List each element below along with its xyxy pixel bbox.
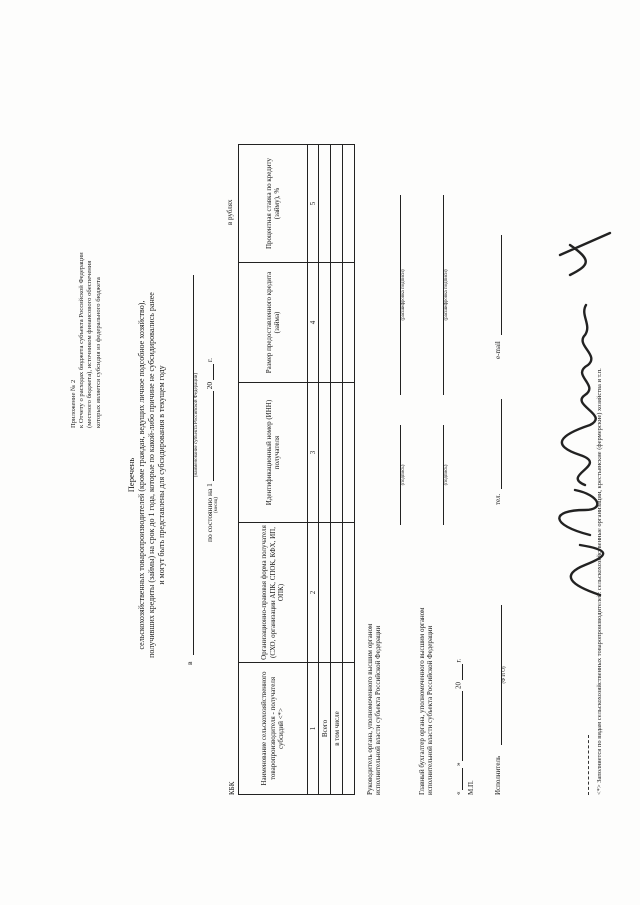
document-title xyxy=(126,155,167,795)
table-cell[interactable] xyxy=(319,523,331,663)
email-line[interactable] xyxy=(500,235,502,335)
accountant-sign-caption: (подпись) xyxy=(444,464,449,486)
col-number: 2 xyxy=(308,523,319,663)
date-year-prefix: 20 xyxy=(454,682,463,689)
day-blank[interactable] xyxy=(454,768,463,790)
appendix-line: которых является субсидия из федерального бюджета xyxy=(94,277,102,428)
head-decode-caption: (расшифровка подписи) xyxy=(401,269,406,321)
table-row xyxy=(343,145,355,795)
col-number: 1 xyxy=(308,663,319,795)
footnote-divider xyxy=(588,735,589,795)
accountant-signature-label xyxy=(418,608,435,795)
region-caption: (наименование субъекта Российской Федерации) xyxy=(194,372,199,478)
executor-label: Исполнитель xyxy=(494,755,502,795)
table-cell[interactable] xyxy=(343,663,355,795)
col-header-inn: Идентификационный номер (ИНН) получателя xyxy=(239,383,308,523)
region-prefix: в xyxy=(185,661,194,665)
table-row-total xyxy=(319,145,331,795)
table-cell[interactable] xyxy=(331,523,343,663)
recipients-table xyxy=(238,144,355,795)
table-row-including xyxy=(331,145,343,795)
table-cell[interactable] xyxy=(331,383,343,523)
total-label: Всего xyxy=(319,663,331,795)
year-blank[interactable] xyxy=(205,364,214,380)
table-cell[interactable] xyxy=(343,145,355,263)
accountant-decode-caption: (расшифровка подписи) xyxy=(444,269,449,321)
column-number-row xyxy=(308,145,319,795)
units-label: в рублях xyxy=(226,199,234,225)
appendix-line: к Отчету о расходах бюджета субъекта Российской Федерации xyxy=(78,252,86,428)
col-number: 3 xyxy=(308,383,319,523)
col-number: 5 xyxy=(308,145,319,263)
executor-fio-caption: (Ф И О) xyxy=(502,666,507,684)
col-number: 4 xyxy=(308,263,319,383)
date-year-blank[interactable] xyxy=(454,664,463,680)
table-header-row xyxy=(239,145,308,795)
phone-line[interactable] xyxy=(500,399,502,489)
table-cell[interactable] xyxy=(319,383,331,523)
table-cell[interactable] xyxy=(343,263,355,383)
table-cell[interactable] xyxy=(343,383,355,523)
date-field xyxy=(454,659,463,795)
appendix-line: (местного бюджета), источником финансового обеспечения xyxy=(86,260,94,428)
email-label: e-mail xyxy=(494,341,502,359)
handwritten-signature xyxy=(530,225,630,605)
date-suffix: г. xyxy=(454,658,463,663)
region-field xyxy=(184,215,200,665)
date-quote-close: » xyxy=(454,762,463,766)
including-label: в том числе xyxy=(331,663,343,795)
table-cell[interactable] xyxy=(319,145,331,263)
head-label-line2: исполнительной власти субъекта Российской Федерации xyxy=(374,625,383,795)
table-cell[interactable] xyxy=(343,523,355,663)
asof-prefix: по состоянию на 1 xyxy=(205,483,214,543)
head-label-line1: Руководитель органа, уполномоченного высшим органом xyxy=(366,623,374,795)
stamp-place: М.П. xyxy=(467,780,475,795)
month-caption: (месяц) xyxy=(214,496,219,514)
kbk-label: КБК xyxy=(228,781,236,795)
title-line: получивших кредиты (займы) на срок до 1 года, которые по какой-либо причине не субсидировались ранее xyxy=(146,292,156,658)
accountant-label-line2: исполнительной власти субъекта Российской Федерации xyxy=(426,625,435,795)
region-blank[interactable] xyxy=(184,275,194,655)
col-header-name: Наименование сельскохозяйственного товаропроизводителя - получателя субсидий <*> xyxy=(239,663,308,795)
date-quote-open: « xyxy=(454,791,463,795)
footnote: <*> Заполняется по видам сельскохозяйственных товаропроизводителей: сельскохозяйственные организации, крестьянские (фермерские) хозяйства и т.п. xyxy=(596,368,603,795)
col-header-loan-amount: Размер предоставленного кредита (займа) xyxy=(239,263,308,383)
accountant-label-line1: Главный бухгалтер органа, уполномоченного высшим органом xyxy=(418,607,426,795)
table-cell[interactable] xyxy=(331,263,343,383)
table-cell[interactable] xyxy=(319,263,331,383)
title-line: и могут быть представлены для субсидирования в текущем году xyxy=(156,365,166,585)
appendix-number: Приложение № 2 xyxy=(70,379,77,428)
title-heading: Перечень xyxy=(126,457,136,493)
as-of-date xyxy=(205,215,220,685)
asof-year-prefix: 20 xyxy=(205,381,214,390)
title-line: сельскохозяйственных товаропроизводителей (кроме граждан, ведущих личное подсобное хозяйство), xyxy=(136,300,146,650)
month-blank[interactable] xyxy=(205,391,214,481)
phone-label: тел. xyxy=(494,493,502,505)
head-signature-label xyxy=(366,624,383,795)
table-cell[interactable] xyxy=(331,145,343,263)
col-header-legal-form: Организационно-правовая форма получателя (СХО, организации АПК, СПОК, КФХ, ИП, ОПК) xyxy=(239,523,308,663)
appendix-header xyxy=(70,48,103,428)
asof-year-suffix: г. xyxy=(205,357,214,363)
col-header-interest-rate: Процентная ставка по кредиту (займу), % xyxy=(239,145,308,263)
head-sign-caption: (подпись) xyxy=(401,464,406,486)
date-month-blank[interactable] xyxy=(454,691,463,761)
